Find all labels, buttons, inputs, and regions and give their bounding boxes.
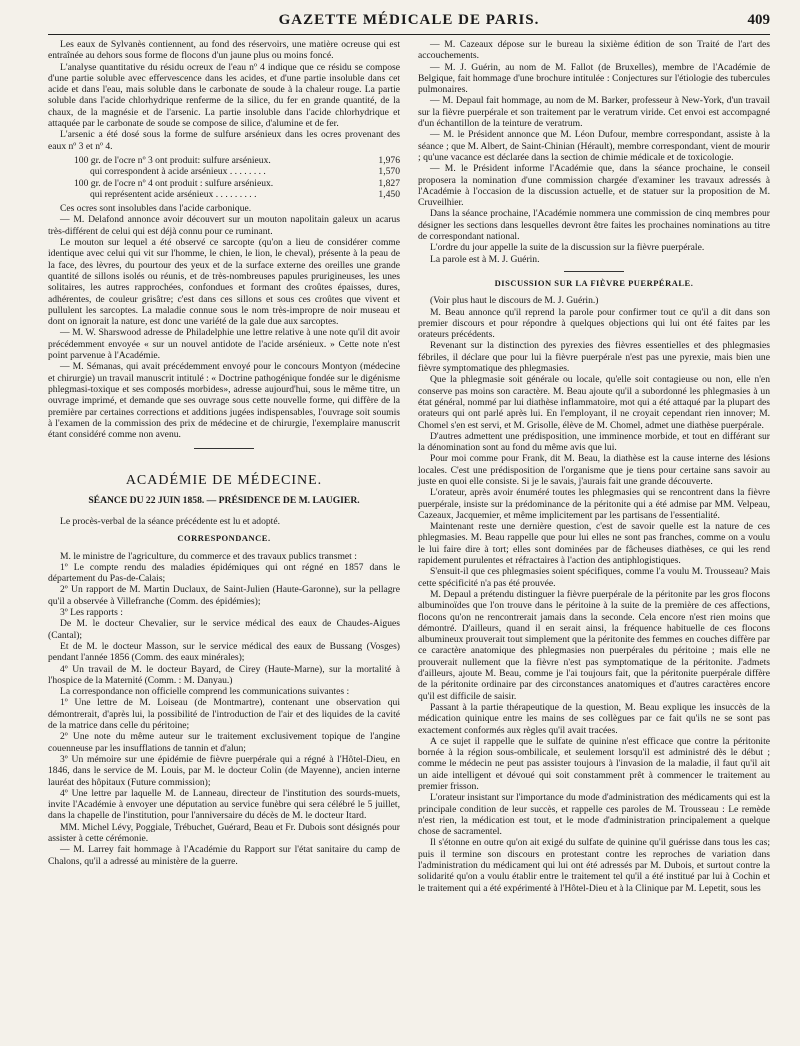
paragraph: 2º Une note du même auteur sur le traitement exclusivement topique de l'angine couenneuse par les insufflations de tannin et d'alun; [48, 731, 400, 754]
paragraph: M. le ministre de l'agriculture, du commerce et des travaux publics transmet : [60, 550, 357, 562]
page-header [48, 12, 770, 35]
paragraph: (Voir plus haut le discours de M. J. Guérin.) [430, 295, 599, 307]
paragraph: S'ensuit-il que ces phlegmasies soient spécifiques, comme l'a voulu M. Trousseau? Mais cette spécificité n'a pas été prouvée. [418, 566, 770, 589]
result-value: 1,827 [378, 177, 400, 189]
paragraph: L'ordre du jour appelle la suite de la discussion sur la fièvre puerpérale. [430, 242, 705, 254]
paragraph: — M. Depaul fait hommage, au nom de M. Barker, professeur à New-York, d'un travail sur la fièvre puerpérale et son traitement par le veratrum viride. Cet envoi est accompagné d'un échantillon de la teinture de veratrum. [418, 95, 770, 130]
paragraph: Le mouton sur lequel a été observé ce sarcopte (qu'on a lieu de considérer comme identique avec celui qui vit sur l'homme, le chien, le lion, le cheval), présente à la peau de la face, des lèvres, du pourtour des yeux et de la surface externe des oreilles une grande quantité de sillons isolés ou réunis, et de très-nombreuses papules prurigineuses, les unes solitaires, les autres rapprochées, confondues et formant des croûtes épaisses, dures, adhérentes, de couleur grisâtre; c'est dans ces sillons et sous ces croûtes que vivent et pullulent les sarcoptes. La maladie connue sous le nom très-impropre de noir museau et dont on ignorait la nature, est donc une variété de la gale due aux sarcoptes. [48, 237, 400, 328]
paragraph: Il s'étonne en outre qu'on ait exigé du sulfate de quinine qu'il guérisse dans tous les cas; puis il termine son discours en protestant contre les reproches de variation dans l'administration du médicament qui lui ont été adressés par M. Dubois, et surtout contre la solidarité qu'on a voulu établir entre le traitement tel qu'il a été institué par lui à Cochin et le traitement qui a été expérimenté à l'Hôtel-Dieu et à la Clinique par M. Lepetit, sous les [418, 837, 770, 894]
paragraph: Ces ocres sont insolubles dans l'acide carbonique. [60, 203, 252, 215]
running-title: GAZETTE MÉDICALE DE PARIS. [278, 12, 540, 28]
academy-title: ACADÉMIE DE MÉDECINE. [125, 473, 323, 489]
paragraph: — M. Sémanas, qui avait précédemment envoyé pour le concours Montyon (médecine et chirurgie) un travail manuscrit intitulé : « Doctrine pathogénique fondée sur le digénisme phlegmasi-toxique et ses composés morbides», adresse aujourd'hui, sous le même titre, un ouvrage imprimé, et demande que ses ouvrage sous cette nouvelle forme, qui diffère de la première par certaines corrections et additions jugées indispensables, l'ouvrage soit soumis à l'examen de la commission des prix de médecine et de chirurgie, l'exemplaire manuscrit étant considéré comme non avenu. [48, 361, 400, 441]
paragraph: M. Beau annonce qu'il reprend la parole pour confirmer tout ce qu'il a dit dans son premier discours et pour répondre à quelques objections qui lui ont été faites par les orateurs précédents. [418, 306, 770, 341]
paragraph: — M. Larrey fait hommage à l'Académie du Rapport sur l'état sanitaire du camp de Chalons, qu'il a adressé au ministère de la guerre. [48, 844, 400, 867]
section-divider [564, 271, 624, 272]
paragraph: De M. le docteur Chevalier, sur le service médical des eaux de Chaudes-Aigues (Cantal); [48, 618, 400, 641]
discussion-heading: DISCUSSION SUR LA FIÈVRE PUERPÉRALE. [494, 277, 694, 288]
result-value: 1,976 [378, 154, 400, 166]
paragraph: Passant à la partie thérapeutique de la question, M. Beau explique les insuccès de la médication quinique entre les mains de ses collègues par ce fait qu'ils ne se sont pas exactement conformés aux règles qu'il avait tracées. [418, 701, 770, 736]
paragraph: D'autres admettent une prédisposition, une imminence morbide, et tout en différant sur la dénomination sont au fond du même avis que lui. [418, 430, 770, 454]
arsenic-results [74, 155, 400, 200]
result-row [74, 155, 400, 166]
correspondence-heading: CORRESPONDANCE. [177, 533, 271, 544]
result-label: 100 gr. de l'ocre nº 4 ont produit : sulfure arsénieux. [74, 177, 274, 189]
section-divider [194, 448, 254, 449]
paragraph: Revenant sur la distinction des pyrexies des fièvres essentielles et des phlegmasies fébriles, il déclare que pour lui la fièvre puerpérale n'est pas une pyrexie, mais bien une fièvre symptomatique des phlegmasies. [418, 340, 770, 375]
page-number: 409 [747, 12, 770, 28]
paragraph: — M. le Président annonce que M. Léon Dufour, membre correspondant, assiste à la séance ; que M. Albert, de Saint-Chinian (Hérault), membre correspondant, vient de mourir ; qu'une vacance est déclarée dans la section de chimie médicale et de toxicologie. [418, 129, 770, 163]
left-column [48, 39, 400, 894]
paragraph: — M. le Président informe l'Académie que, dans la séance prochaine, le conseil proposera la nomination d'une commission chargée d'examiner les travaux adressés à l'Académie à l'occasion de la discussion actuelle, et de statuer sur la proposition de M. Cruveilhier. [418, 163, 770, 209]
paragraph: 4º Un travail de M. le docteur Bayard, de Cirey (Haute-Marne), sur la mortalité à l'hospice de la Maternité (Comm. : M. Danyau.) [48, 663, 400, 686]
right-column [418, 39, 770, 894]
result-label: 100 gr. de l'ocre nº 3 ont produit: sulfure arsénieux. [74, 154, 271, 166]
paragraph: L'orateur insistant sur l'importance du mode d'administration des médicaments qui est la principale condition de leur succès, et rappelle ces paroles de M. Trousseau : Le remède n'est rien, la médication est tout, et le mode d'administration principalement a quelque chose de sacramentel. [418, 792, 770, 838]
paragraph: Que la phlegmasie soit générale ou locale, qu'elle soit contagieuse ou non, elle n'en conserve pas moins son caractère. M. Beau ajoute qu'il a subordonné les phlegmasies à un état général, nommé par lui diathèse inflammatoire, mot qui a été attaqué par la plupart des orateurs qui ont parlé après lui. En l'employant, il ne croyait cependant rien innover; M. Chomel s'en est servi, et M. Grisolle, élève de M. Chomel, admet une diathèse puerpérale. [418, 374, 770, 431]
paragraph: La correspondance non officielle comprend les communications suivantes : [60, 686, 350, 698]
result-row [74, 166, 400, 177]
result-label: qui représentent acide arsénieux . . . . . . . . . [90, 188, 257, 200]
paragraph: Maintenant reste une dernière question, c'est de savoir quelle est la nature de ces phlegmasies. M. Beau rappelle que pour lui elles ne sont pas franches, comme on a voulu le lui faire dire à tort; elles sont dominées par de fâcheuses diathèses, ce qui les rend rapidement purulentes et réfractaires à l'action des antiphlogistiques. [418, 521, 770, 567]
paragraph: L'orateur, après avoir énuméré toutes les phlegmasies qui se rencontrent dans la fièvre puerpérale, insiste sur la prédominance de la péritonite qui a été admise par MM. Velpeau, Cazeaux, Jacquemier, et même implicitement par les partisans de l'essentialité. [418, 487, 770, 521]
paragraph: 1º Le compte rendu des maladies épidémiques qui ont régné en 1857 dans le département du Pas-de-Calais; [48, 561, 400, 585]
paragraph: — M. W. Sharswood adresse de Philadelphie une lettre relative à une note qu'il dit avoir précédemment envoyée « sur un nouvel antidote de l'acide arsénieux. » Cette note n'est point parvenue à l'Académie. [48, 327, 400, 362]
paragraph: La parole est à M. J. Guérin. [430, 253, 540, 265]
paragraph: 4º Une lettre par laquelle M. de Lanneau, directeur de l'institution des sourds-muets, invite l'Académie à envoyer une députation au service funèbre qui sera célébré le 5 juillet, dans la chapelle de l'institution, pour l'anniversaire du décès de M. le docteur Itard. [48, 787, 400, 822]
paragraph: A ce sujet il rappelle que le sulfate de quinine n'est efficace que contre la péritonite bornée à la région sous-ombilicale, et seulement lorsqu'il est administré dès le début ; comme le médecin ne peut pas assister toujours à l'invasion de la maladie, il faut qu'il ait un aide intelligent et dévoué qui soit constamment prêt à commencer le traitement au premier frisson. [418, 735, 770, 792]
result-value: 1,450 [378, 188, 400, 200]
paragraph: Pour moi comme pour Frank, dit M. Beau, la diathèse est la cause interne des lésions locales. C'est une prédisposition de l'organisme que je tiens pour certaine sans savoir au juste en quoi elle consiste. Si je le savais, j'aurais fait une grande découverte. [418, 453, 770, 487]
paragraph: — M. Delafond annonce avoir découvert sur un mouton napolitain galeux un acarus très-différent de celui qui est déjà connu pour ce ruminant. [48, 214, 400, 237]
paragraph: Dans la séance prochaine, l'Académie nommera une commission de cinq membres pour désigner les sections dans lesquelles devront être faites les prochaines nominations au titre de correspondant national. [418, 208, 770, 243]
paragraph: Les eaux de Sylvanès contiennent, au fond des réservoirs, une matière ocreuse qui est entraînée au dehors sous forme de flocons d'un jaune plus ou moins foncé. [48, 39, 400, 62]
result-label: qui correspondent à acide arsénieux . . . . . . . . [90, 166, 266, 178]
result-value: 1,570 [378, 166, 400, 178]
paragraph: 3º Un mémoire sur une épidémie de fièvre puerpérale qui a régné à l'Hôtel-Dieu, en 1846, dans le service de M. Louis, par M. le docteur Colin (de Mayenne), ancien interne lauréat des hôpitaux (Future commission); [48, 753, 400, 788]
paragraph: 1º Une lettre de M. Loiseau (de Montmartre), contenant une observation qui démontrerait, d'après lui, la possibilité de l'introduction de l'air et des liquides de la cavité de la matrice dans celle du péritoine; [48, 697, 400, 732]
paragraph: M. Depaul a prétendu distinguer la fièvre puerpérale de la péritonite par les gros flocons albuminoïdes que l'on trouve dans le péritoine à la suite de la première de ces affections, flocons qu'on ne rencontrerait jamais dans la seconde. Cela encore n'est rien moins que démontré. D'ailleurs, quand il en serait ainsi, la fréquence habituelle de ces flocons albumineux prouverait tout simplement que la péritonite des femmes en couches diffère par ce caractère anatomique des phlegmasies non puerpérales du péritoine ; mais elle ne prouverait nullement que la fièvre n'est pas symptomatique de la péritonite. J'admets d'ailleurs, ajoute M. Beau, comme je l'ai toujours fait, que la péritonite puerpérale diffère de la péritonite ordinaire par des circonstances anatomiques et d'autres caractères encore qu'il est difficile de saisir. [418, 588, 770, 702]
paragraph: 2º Un rapport de M. Martin Duclaux, de Saint-Julien (Haute-Garonne), sur la pellagre qu'il a observée à Villefranche (Comm. des épidémies); [48, 584, 400, 607]
paragraph: Et de M. le docteur Masson, sur le service médical des eaux de Bussang (Vosges) pendant l'année 1856 (Comm. des eaux minérales); [48, 640, 400, 664]
paragraph: Le procès-verbal de la séance précédente est lu et adopté. [60, 515, 281, 527]
text-columns [48, 39, 770, 894]
paragraph: — M. Cazeaux dépose sur le bureau la sixième édition de son Traité de l'art des accouchements. [418, 39, 770, 62]
paragraph: 3º Les rapports : [60, 607, 123, 619]
paragraph: — M. J. Guérin, au nom de M. Fallot (de Bruxelles), membre de l'Académie de Belgique, fait hommage d'une brochure intitulée : Conjectures sur l'étiologie des tubercules pulmonaires. [418, 61, 770, 96]
result-row [74, 189, 400, 200]
paragraph: L'analyse quantitative du résidu ocreux de l'eau nº 4 indique que ce résidu se compose d'une partie soluble avec effervescence dans les acides, et d'une partie insoluble dans cet acide et dans l'eau, mais soluble dans le carbonate de soude à la chaleur rouge. La partie soluble dans l'acide chlorhydrique renferme de la silice, du fer en grande quantité, de la chaux, de la magnésie et de l'arsenic. La partie insoluble dans l'acide chlorhydrique et attaquée par le carbonate de soude se compose de silice, d'alumine et de fer. [48, 61, 400, 130]
result-row [74, 178, 400, 189]
session-heading: SÉANCE DU 22 JUIN 1858. — PRÉSIDENCE DE M. LAUGIER. [88, 494, 360, 506]
paragraph: MM. Michel Lévy, Poggiale, Trébuchet, Guérard, Beau et Fr. Dubois sont désignés pour assister à cette cérémonie. [48, 821, 400, 844]
paragraph: L'arsenic a été dosé sous la forme de sulfure arsénieux dans les ocres provenant des eaux nº 3 et nº 4. [48, 129, 400, 152]
